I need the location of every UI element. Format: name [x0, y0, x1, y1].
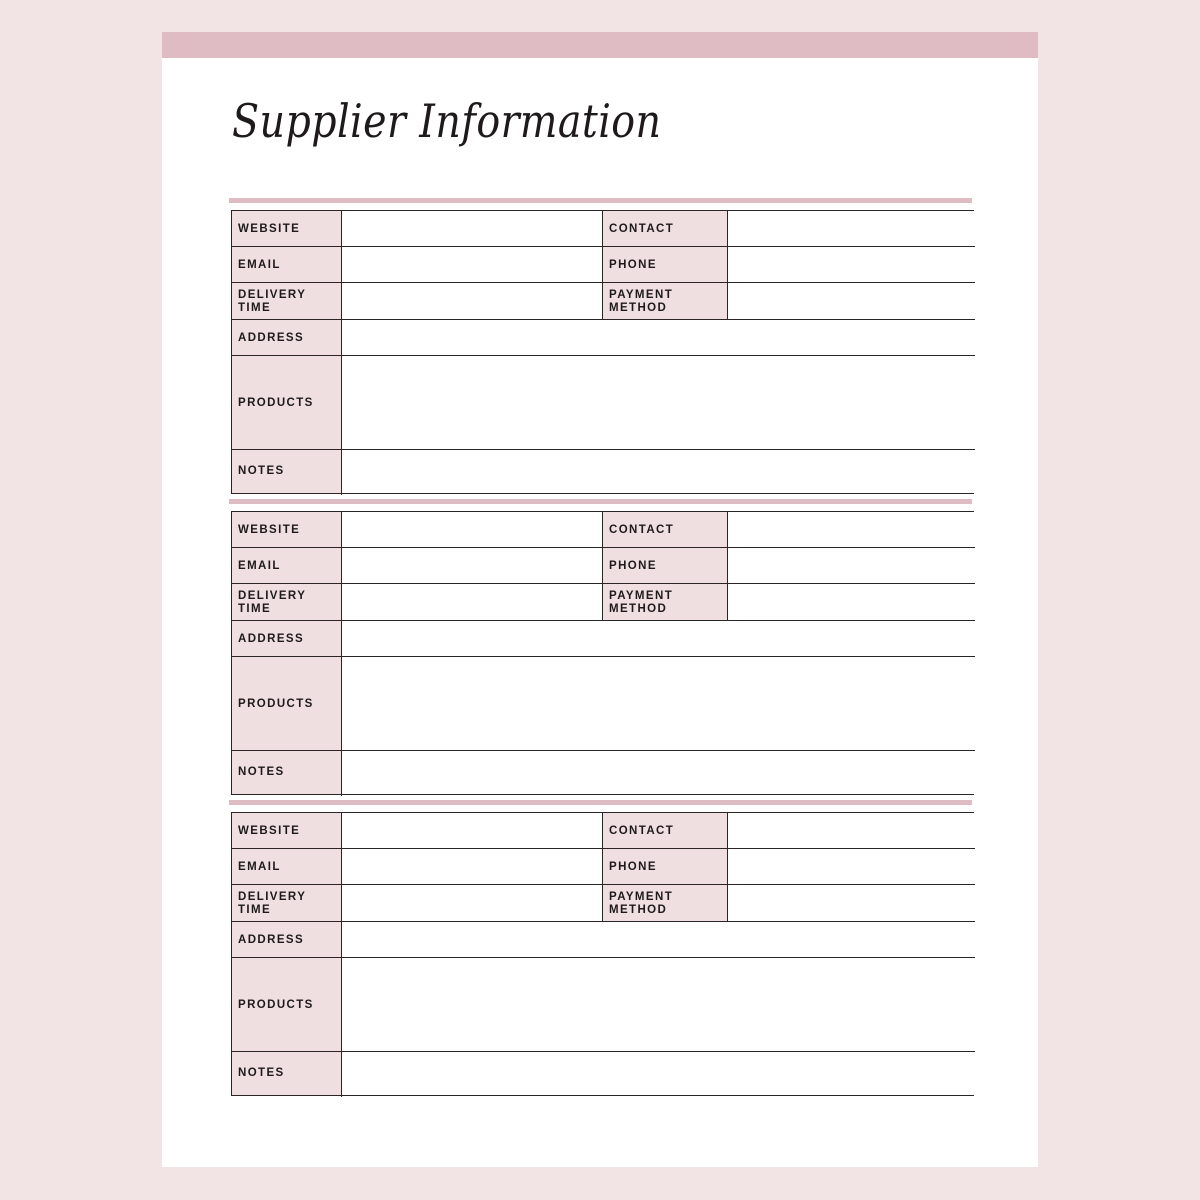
- grid-line: [341, 211, 342, 495]
- website-field[interactable]: [342, 512, 603, 548]
- grid-line: [232, 246, 975, 247]
- grid-line: [341, 512, 342, 796]
- payment-method-label: PAYMENT METHOD: [603, 885, 728, 922]
- grid-line: [232, 1051, 975, 1052]
- delivery-time-field[interactable]: [342, 885, 603, 922]
- section-divider-bar: [229, 198, 972, 203]
- address-label: ADDRESS: [232, 922, 342, 958]
- contact-field[interactable]: [728, 512, 975, 548]
- grid-line: [232, 319, 975, 320]
- delivery-time-field[interactable]: [342, 283, 603, 320]
- address-field[interactable]: [342, 320, 975, 356]
- delivery-time-label: DELIVERY TIME: [232, 584, 342, 621]
- phone-label: PHONE: [603, 548, 728, 584]
- section-divider-bar: [229, 800, 972, 805]
- payment-method-field[interactable]: [728, 283, 975, 320]
- grid-line: [602, 813, 603, 922]
- phone-label: PHONE: [603, 247, 728, 283]
- email-label: EMAIL: [232, 849, 342, 885]
- address-field[interactable]: [342, 621, 975, 657]
- phone-label: PHONE: [603, 849, 728, 885]
- grid-line: [232, 656, 975, 657]
- payment-method-field[interactable]: [728, 885, 975, 922]
- email-field[interactable]: [342, 247, 603, 283]
- grid-line: [602, 512, 603, 621]
- email-field[interactable]: [342, 548, 603, 584]
- phone-field[interactable]: [728, 548, 975, 584]
- supplier-form-block: [231, 812, 974, 1096]
- grid-line: [232, 848, 975, 849]
- contact-field[interactable]: [728, 813, 975, 849]
- grid-line: [232, 884, 975, 885]
- website-field[interactable]: [342, 211, 603, 247]
- section-divider-bar: [229, 499, 972, 504]
- address-field[interactable]: [342, 922, 975, 958]
- planner-page: [162, 32, 1038, 1167]
- phone-field[interactable]: [728, 247, 975, 283]
- grid-line: [232, 583, 975, 584]
- products-label: PRODUCTS: [232, 356, 342, 450]
- products-field[interactable]: [342, 958, 975, 1052]
- grid-line: [232, 282, 975, 283]
- products-label: PRODUCTS: [232, 958, 342, 1052]
- grid-line: [232, 921, 975, 922]
- payment-method-label: PAYMENT METHOD: [603, 584, 728, 621]
- notes-field[interactable]: [342, 450, 975, 493]
- grid-line: [232, 620, 975, 621]
- address-label: ADDRESS: [232, 621, 342, 657]
- grid-line: [727, 211, 728, 320]
- grid-line: [232, 957, 975, 958]
- notes-label: NOTES: [232, 450, 342, 493]
- products-label: PRODUCTS: [232, 657, 342, 751]
- notes-label: NOTES: [232, 1052, 342, 1095]
- grid-line: [341, 813, 342, 1097]
- address-label: ADDRESS: [232, 320, 342, 356]
- grid-line: [232, 449, 975, 450]
- grid-line: [602, 211, 603, 320]
- website-field[interactable]: [342, 813, 603, 849]
- payment-method-label: PAYMENT METHOD: [603, 283, 728, 320]
- grid-line: [232, 750, 975, 751]
- grid-line: [727, 512, 728, 621]
- notes-label: NOTES: [232, 751, 342, 794]
- contact-label: CONTACT: [603, 512, 728, 548]
- contact-field[interactable]: [728, 211, 975, 247]
- phone-field[interactable]: [728, 849, 975, 885]
- email-field[interactable]: [342, 849, 603, 885]
- supplier-form-block: [231, 511, 974, 795]
- delivery-time-label: DELIVERY TIME: [232, 885, 342, 922]
- grid-line: [232, 355, 975, 356]
- notes-field[interactable]: [342, 751, 975, 794]
- email-label: EMAIL: [232, 247, 342, 283]
- website-label: WEBSITE: [232, 211, 342, 247]
- notes-field[interactable]: [342, 1052, 975, 1095]
- products-field[interactable]: [342, 356, 975, 450]
- payment-method-field[interactable]: [728, 584, 975, 621]
- website-label: WEBSITE: [232, 512, 342, 548]
- delivery-time-field[interactable]: [342, 584, 603, 621]
- top-accent-band: [162, 32, 1038, 58]
- supplier-form-block: [231, 210, 974, 494]
- products-field[interactable]: [342, 657, 975, 751]
- contact-label: CONTACT: [603, 211, 728, 247]
- contact-label: CONTACT: [603, 813, 728, 849]
- delivery-time-label: DELIVERY TIME: [232, 283, 342, 320]
- page-title: Supplier Information: [232, 94, 662, 148]
- email-label: EMAIL: [232, 548, 342, 584]
- grid-line: [232, 547, 975, 548]
- grid-line: [727, 813, 728, 922]
- website-label: WEBSITE: [232, 813, 342, 849]
